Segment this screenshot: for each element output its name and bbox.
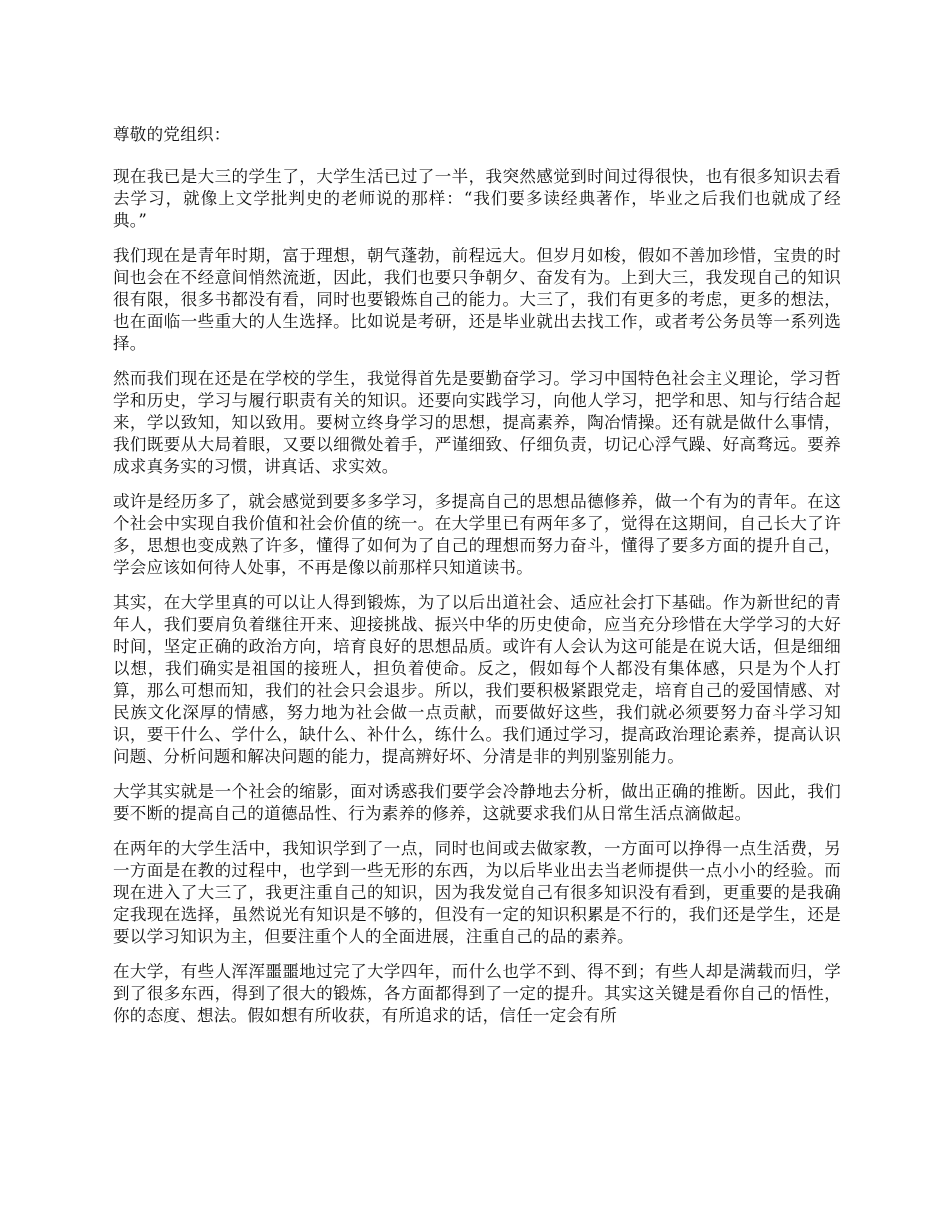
paragraph-2: 我们现在是青年时期，富于理想，朝气蓬勃，前程远大。但岁月如梭，假如不善加珍惜，宝贵的时间也会在不经意间悄然流逝，因此，我们也要只争朝夕、奋发有为。上到大三，我发现自己的知识很有限，很多书都没有看，同时也要锻炼自己的能力。大三了，我们有更多的考虑，更多的想法，也在面临一些重大的人生选择。比如说是考研，还是毕业就出去找工作，或者考公务员等一系列选择。	[113, 246, 841, 353]
paragraph-1: 现在我已是大三的学生了，大学生活已过了一半，我突然感觉到时间过得很快，也有很多知识去看去学习，就像上文学批判史的老师说的那样：“我们要多读经典著作，毕业之后我们也就成了经典。”	[113, 167, 841, 230]
paragraph-7: 在两年的大学生活中，我知识学到了一点，同时也间或去做家教，一方面可以挣得一点生活费，另一方面是在教的过程中，也学到一些无形的东西，为以后毕业出去当老师提供一点小小的经验。而现在进入了大三了，我更注重自己的知识，因为我发觉自己有很多知识没有看到，更重要的是我确定我现在选择，虽然说光有知识是不够的，但没有一定的知识积累是不行的，我们还是学生，还是要以学习知识为主，但要注重个人的全面进展，注重自己的品的素养。	[113, 839, 841, 946]
paragraph-3: 然而我们现在还是在学校的学生，我觉得首先是要勤奋学习。学习中国特色社会主义理论，学习哲学和历史，学习与履行职责有关的知识。还要向实践学习，向他人学习，把学和思、知与行结合起来，学以致知，知以致用。要树立终身学习的思想，提高素养，陶冶情操。还有就是做什么事情，我们既要从大局着眼，又要以细微处着手，严谨细致、仔细负责，切记心浮气躁、好高骛远。要养成求真务实的习惯，讲真话、求实效。	[113, 369, 841, 476]
letter-document	[113, 124, 841, 1040]
paragraph-5: 其实，在大学里真的可以让人得到锻炼，为了以后出道社会、适应社会打下基础。作为新世纪的青年人，我们要肩负着继往开来、迎接挑战、振兴中华的历史使命，应当充分珍惜在大学学习的大好时间，坚定正确的政治方向，培育良好的思想品质。或许有人会认为这可能是在说大话，但是细细以想，我们确实是祖国的接班人，担负着使命。反之，假如每个人都没有集体感，只是为个人打算，那么可想而知，我们的社会只会退步。所以，我们要积极紧跟党走，培育自己的爱国情感、对民族文化深厚的情感，努力地为社会做一点贡献，而要做好这些，我们就必须要努力奋斗学习知识，要干什么、学什么，缺什么、补什么，练什么。我们通过学习，提高政治理论素养，提高认识问题、分析问题和解决问题的能力，提高辨好坏、分清是非的判别鉴别能力。	[113, 593, 841, 766]
salutation: 尊敬的党组织：	[113, 125, 231, 144]
paragraph-6: 大学其实就是一个社会的缩影，面对诱惑我们要学会冷静地去分析，做出正确的推断。因此，我们要不断的提高自己的道德品性、行为素养的修养，这就要求我们从日常生活点滴做起。	[113, 782, 841, 823]
paragraph-4: 或许是经历多了，就会感觉到要多多学习，多提高自己的思想品德修养，做一个有为的青年。在这个社会中实现自我价值和社会价值的统一。在大学里已有两年多了，觉得在这期间，自己长大了许多，思想也变成熟了许多，懂得了如何为了自己的理想而努力奋斗，懂得了要多方面的提升自己，学会应该如何待人处事，不再是像以前那样只知道读书。	[113, 492, 841, 577]
paragraph-8: 在大学，有些人浑浑噩噩地过完了大学四年，而什么也学不到、得不到；有些人却是满载而归，学到了很多东西，得到了很大的锻炼，各方面都得到了一定的提升。其实这关键是看你自己的悟性，你的态度、想法。假如想有所收获，有所追求的话，信任一定会有所	[113, 962, 841, 1025]
